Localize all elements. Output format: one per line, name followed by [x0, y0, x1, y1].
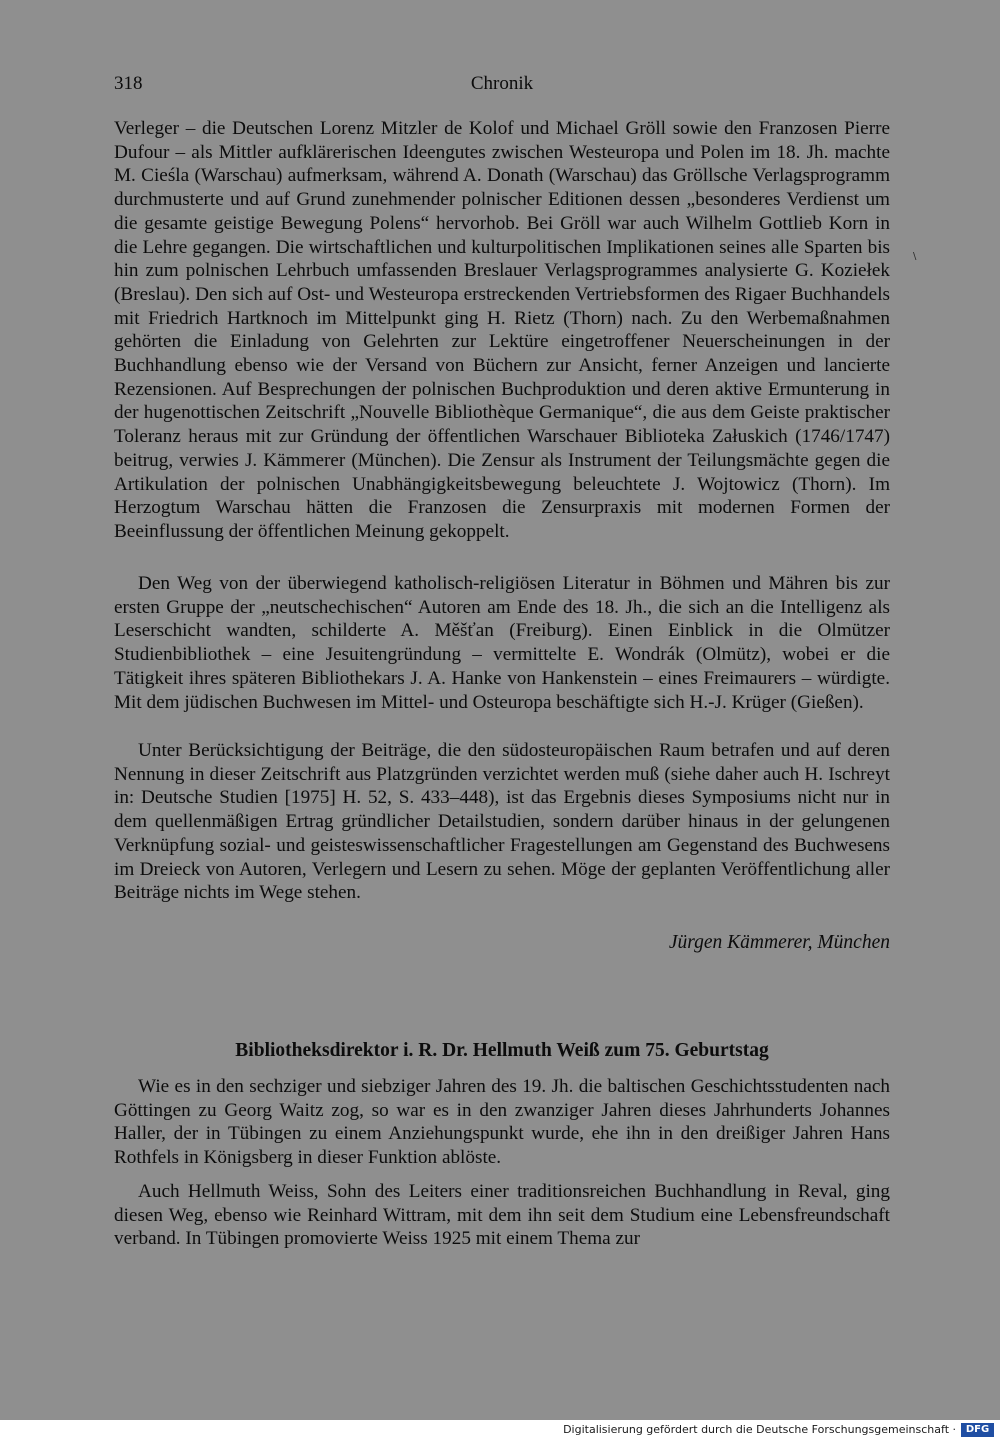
- running-head: Chronik: [470, 73, 534, 94]
- funding-credit: Digitalisierung gefördert durch die Deutsche Forschungsgemeinschaft ·: [563, 1423, 956, 1436]
- margin-mark: \: [913, 251, 917, 262]
- page-number: 318: [114, 73, 143, 94]
- article1-paragraph-3: Unter Berücksichtigung der Beiträge, die den südosteuropäischen Raum betrafen und auf deren Nennung in dieser Zeitschrift aus Platzgründen verzichtet werden muß (siehe daher auch H. Ischreyt in: Deutsche Studien [1975] H. 52, S. 433–448), ist das Ergebnis dieses Symposiums nicht nur in dem quellenmäßigen Ertrag gründlicher Detailstudien, sondern darüber hinaus in der gelungenen Verknüpfung sozial- und geisteswissenschaftlicher Fragestellungen am Gegenstand des Buchwesens im Dreieck von Autoren, Verlegern und Lesern zu sehen. Möge der geplanten Veröffentlichung aller Beiträge nichts im Wege stehen.: [114, 740, 890, 904]
- section-heading: Bibliotheksdirektor i. R. Dr. Hellmuth Weiß zum 75. Geburtstag: [235, 1040, 769, 1061]
- dfg-logo-icon[interactable]: DFG: [961, 1423, 994, 1437]
- author-signature: Jürgen Kämmerer, München: [668, 932, 890, 953]
- article2-paragraph-1: Wie es in den sechziger und siebziger Jahren des 19. Jh. die baltischen Geschichtsstudenten nach Göttingen zu Georg Waitz zog, so war es in den zwanziger Jahren dieses Jahrhunderts Johannes Haller, der in Tübingen zu einem Anziehungspunkt wurde, ehe ihn in den dreißiger Jahren Hans Rothfels in Königsberg in dieser Funktion ablöste.: [114, 1076, 890, 1169]
- page-header: [114, 73, 890, 99]
- digitization-footer: [0, 1420, 1000, 1441]
- article2-paragraph-2: Auch Hellmuth Weiss, Sohn des Leiters einer traditionsreichen Buchhandlung in Reval, ging diesen Weg, ebenso wie Reinhard Wittram, mit dem ihn seit dem Studium eine Lebensfreundschaft verband. In Tübingen promovierte Weiss 1925 mit einem Thema zur: [114, 1181, 890, 1250]
- article1-paragraph-2: Den Weg von der überwiegend katholisch-religiösen Literatur in Böhmen und Mähren bis zur ersten Gruppe der „neutschechischen“ Autoren am Ende des 18. Jh., die sich an die Intelligenz als Leserschicht wandten, schilderte A. Měšťan (Freiburg). Einen Einblick in die Olmützer Studienbibliothek – eine Jesuitengründung – vermittelte E. Wondrák (Olmütz), wobei er die Tätigkeit ihres späteren Bibliothekars J. A. Hanke von Hankenstein – eines Freimaurers – würdigte. Mit dem jüdischen Buchwesen im Mittel- und Osteuropa beschäftigte sich H.-J. Krüger (Gießen).: [114, 573, 890, 713]
- article1-paragraph-1: Verleger – die Deutschen Lorenz Mitzler de Kolof und Michael Gröll sowie den Franzosen Pierre Dufour – als Mittler aufklärerischen Ideengutes zwischen Westeuropa und Polen im 18. Jh. machte M. Cieśla (Warschau) aufmerksam, während A. Donath (Warschau) das Gröllsche Verlagsprogramm durchmusterte und auf Grund zunehmender polnischer Editionen dessen „besonderes Verdienst um die gesamte geistige Bewegung Polens“ hervorhob. Bei Gröll war auch Wilhelm Gottlieb Korn in die Lehre gegangen. Die wirtschaftlichen und kulturpolitischen Implikationen seines alle Sparten bis hin zum polnischen Lehrbuch umfassenden Breslauer Verlagsprogrammes analysierte G. Koziełek (Breslau). Den sich auf Ost- und Westeuropa erstreckenden Vertriebsformen des Rigaer Buchhandels mit Friedrich Hartknoch im Mittelpunkt ging H. Rietz (Thorn) nach. Zu den Werbemaßnahmen gehörten die Einladung von Gelehrten zur Lektüre eingetroffener Neuerscheinungen in der Buchhandlung ebenso wie der Versand von Büchern zur Ansicht, ferner Anzeigen und lancierte Rezensionen. Auf Besprechungen der polnischen Buchproduktion und deren aktive Ermunterung in der hugenottischen Zeitschrift „Nouvelle Bibliothèque Germanique“, die aus dem Geiste praktischer Toleranz heraus mit zur Gründung der öffentlichen Warschauer Biblioteka Załuskich (1746/1747) beitrug, verwies J. Kämmerer (München). Die Zensur als Instrument der Teilungsmächte gegen die Artikulation der polnischen Unabhängigkeitsbewegung beleuchtete J. Wojtowicz (Thorn). Im Herzogtum Warschau hätten die Franzosen die Zensurpraxis mit modernen Formen der Beeinflussung der öffentlichen Meinung gekoppelt.: [114, 118, 890, 542]
